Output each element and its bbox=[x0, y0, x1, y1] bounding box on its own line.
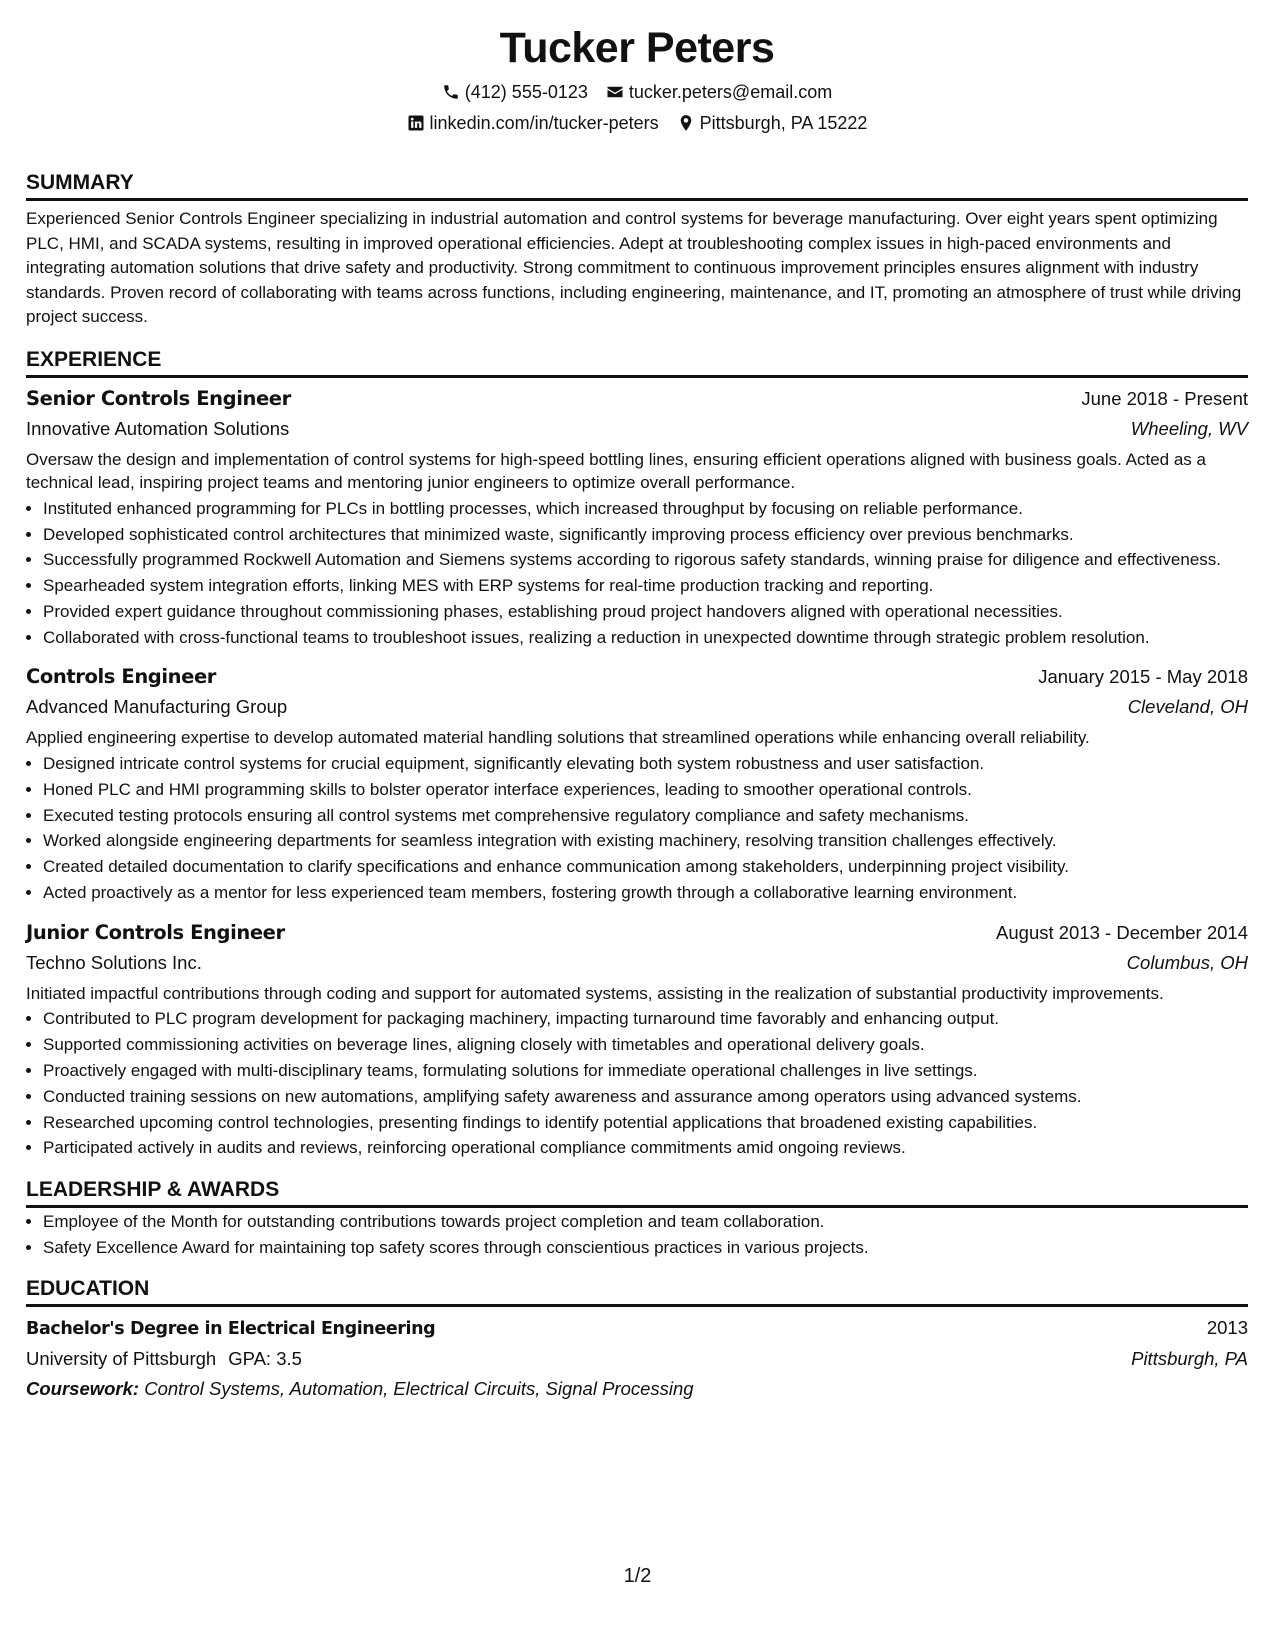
job-dates: August 2013 - December 2014 bbox=[996, 921, 1248, 943]
school-name: University of Pittsburgh bbox=[26, 1348, 217, 1370]
job-dates: June 2018 - Present bbox=[1081, 387, 1248, 409]
job-entry bbox=[26, 918, 1248, 1160]
awards-heading: LEADERSHIP & AWARDS bbox=[26, 1176, 1248, 1208]
summary-text: Experienced Senior Controls Engineer specializing in industrial automation and control systems for beverage manufacturing. Over eight years spent optimizing PLC, HMI, and SCADA systems, resulting in improved operational efficiencies. Adept at troubleshooting complex issues in high-paced environments and integrating automation solutions that drive safety and productivity. Strong commitment to continuous improvement principles ensures alignment with industry standards. Proven record of collaborating with teams across functions, including engineering, maintenance, and IT, promoting an atmosphere of trust while driving project success. bbox=[26, 209, 1242, 326]
bullet-item: • Acted proactively as a mentor for less experienced team members, fostering growth through a collaborative learning environment. bbox=[43, 881, 1248, 905]
envelope-icon bbox=[606, 83, 625, 102]
education-section bbox=[26, 1275, 1248, 1404]
linkedin-icon bbox=[407, 114, 426, 133]
summary-heading: SUMMARY bbox=[26, 169, 1248, 201]
page-number: 1/2 bbox=[623, 1565, 652, 1587]
bullet-item: • Provided expert guidance throughout commissioning phases, establishing proud project handovers aligned with operational necessities. bbox=[43, 600, 1248, 624]
bullet-item: • Instituted enhanced programming for PLCs in bottling processes, which increased throughput by focusing on reliable performance. bbox=[43, 497, 1248, 521]
bullet-item: • Successfully programmed Rockwell Automation and Siemens systems according to rigorous safety standards, winning praise for diligence and effectiveness. bbox=[43, 548, 1248, 572]
map-pin-icon bbox=[677, 114, 696, 133]
job-location: Wheeling, WV bbox=[1130, 417, 1248, 439]
experience-heading: EXPERIENCE bbox=[26, 346, 1248, 378]
email-contact[interactable] bbox=[606, 80, 832, 104]
job-company: Techno Solutions Inc. bbox=[26, 951, 202, 973]
resume-page bbox=[26, 22, 1248, 1404]
job-title: Controls Engineer bbox=[26, 665, 216, 689]
bullet-item: • Designed intricate control systems for crucial equipment, significantly elevating both system robustness and user satisfaction. bbox=[43, 752, 1248, 776]
education-heading: EDUCATION bbox=[26, 1275, 1248, 1307]
bullet-item: • Collaborated with cross-functional teams to troubleshoot issues, realizing a reduction in unexpected downtime through strategic problem resolution. bbox=[43, 626, 1248, 650]
graduation-year: 2013 bbox=[1206, 1317, 1248, 1339]
bullet-item: • Participated actively in audits and reviews, reinforcing operational compliance commitments amid ongoing reviews. bbox=[43, 1136, 1248, 1160]
bullet-item: • Spearheaded system integration efforts, linking MES with ERP systems for real-time production tracking and reporting. bbox=[43, 574, 1248, 598]
awards-section bbox=[26, 1176, 1248, 1260]
job-company: Innovative Automation Solutions bbox=[26, 417, 290, 439]
job-entry bbox=[26, 384, 1248, 650]
education-entry bbox=[26, 1313, 1248, 1404]
bullet-item: • Contributed to PLC program development for packaging machinery, impacting turnaround time favorably and enhancing output. bbox=[43, 1007, 1248, 1031]
job-location: Cleveland, OH bbox=[1127, 696, 1248, 718]
bullet-item: • Proactively engaged with multi-disciplinary teams, formulating solutions for immediate operational challenges in live settings. bbox=[43, 1059, 1248, 1083]
phone-contact bbox=[442, 80, 588, 104]
linkedin-contact[interactable] bbox=[407, 111, 659, 135]
contact-row-secondary bbox=[26, 111, 1248, 135]
job-dates: January 2015 - May 2018 bbox=[1038, 666, 1248, 688]
location-text: Pittsburgh, PA 15222 bbox=[699, 113, 868, 133]
job-description: Oversaw the design and implementation of control systems for high-speed bottling lines, ensuring efficient operations aligned with business goals. Acted as a technical lead, inspiring project teams and mentoring junior engineers to optimize overall performance. bbox=[26, 449, 1206, 492]
linkedin-text: linkedin.com/in/tucker-peters bbox=[429, 113, 659, 133]
job-entry bbox=[26, 662, 1248, 904]
experience-section bbox=[26, 346, 1248, 1160]
coursework-label: Coursework: bbox=[26, 1378, 140, 1400]
contact-row-primary bbox=[26, 80, 1248, 104]
school-location: Pittsburgh, PA bbox=[1131, 1348, 1248, 1370]
school-line bbox=[26, 1344, 302, 1374]
awards-list bbox=[26, 1210, 1248, 1259]
candidate-name: Tucker Peters bbox=[499, 24, 775, 72]
phone-icon bbox=[442, 83, 461, 102]
award-item: • Safety Excellence Award for maintaining top safety scores through conscientious practices in various projects. bbox=[43, 1236, 1248, 1260]
job-description: Initiated impactful contributions through coding and support for automated systems, assisting in the realization of substantial productivity improvements. bbox=[26, 983, 1164, 1003]
email-text: tucker.peters@email.com bbox=[628, 82, 833, 102]
job-description: Applied engineering expertise to develop automated material handling solutions that streamlined operations while enhancing overall reliability. bbox=[26, 728, 1090, 748]
job-bullets bbox=[26, 752, 1248, 904]
summary-section bbox=[26, 169, 1248, 330]
job-bullets bbox=[26, 497, 1248, 649]
bullet-item: • Worked alongside engineering departments for seamless integration with existing machinery, resolving transition challenges effectively. bbox=[43, 829, 1248, 853]
phone-text: (412) 555-0123 bbox=[464, 82, 588, 102]
coursework-list: Control Systems, Automation, Electrical Circuits, Signal Processing bbox=[144, 1378, 694, 1400]
job-company: Advanced Manufacturing Group bbox=[26, 696, 288, 718]
job-location: Columbus, OH bbox=[1126, 951, 1248, 973]
bullet-item: • Conducted training sessions on new automations, amplifying safety awareness and assurance among operators using advanced systems. bbox=[43, 1085, 1248, 1109]
job-title: Senior Controls Engineer bbox=[26, 386, 291, 410]
bullet-item: • Developed sophisticated control architectures that minimized waste, significantly improving process efficiency over previous benchmarks. bbox=[43, 523, 1248, 547]
bullet-item: • Created detailed documentation to clarify specifications and enhance communication among stakeholders, underpinning project visibility. bbox=[43, 855, 1248, 879]
bullet-item: • Researched upcoming control technologies, presenting findings to identify potential applications that broadened existing capabilities. bbox=[43, 1111, 1248, 1135]
gpa: GPA: 3.5 bbox=[228, 1348, 302, 1370]
bullet-item: • Supported commissioning activities on beverage lines, aligning closely with timetables and operational delivery goals. bbox=[43, 1033, 1248, 1057]
location-contact bbox=[677, 111, 868, 135]
bullet-item: • Executed testing protocols ensuring all control systems met comprehensive regulatory compliance and safety mechanisms. bbox=[43, 804, 1248, 828]
job-bullets bbox=[26, 1007, 1248, 1159]
coursework-line bbox=[26, 1374, 1248, 1404]
bullet-item: • Honed PLC and HMI programming skills to bolster operator interface experiences, leading to smoother operational controls. bbox=[43, 778, 1248, 802]
degree-title: Bachelor's Degree in Electrical Engineering bbox=[26, 1319, 436, 1340]
award-item: • Employee of the Month for outstanding contributions towards project completion and team collaboration. bbox=[43, 1210, 1248, 1234]
job-title: Junior Controls Engineer bbox=[26, 920, 285, 944]
